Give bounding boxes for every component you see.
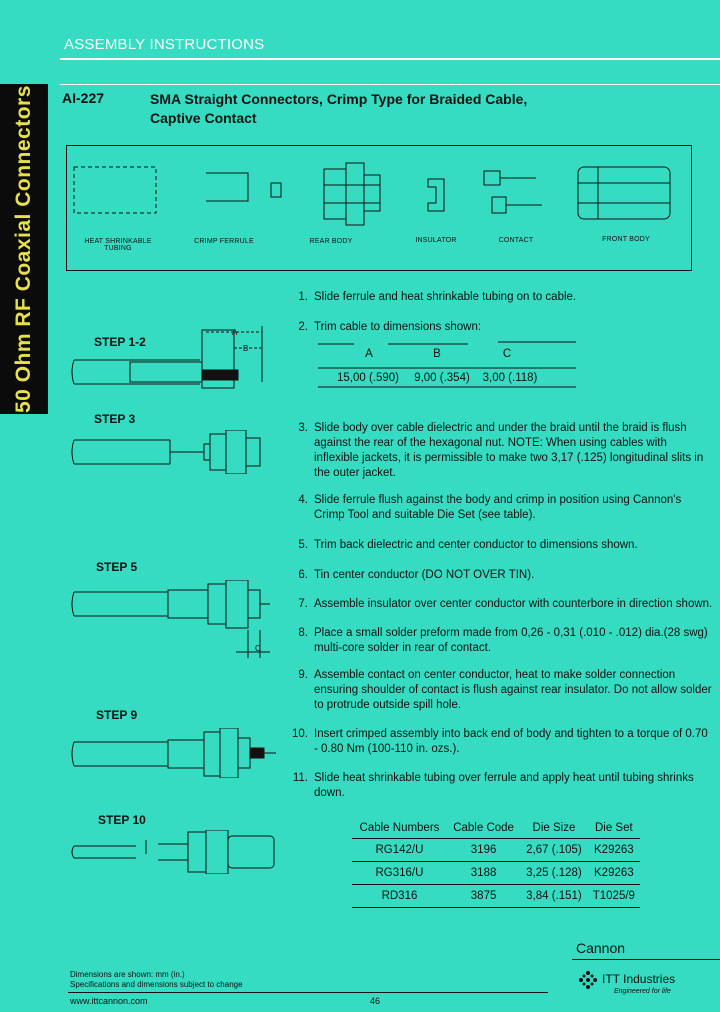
footer-note-1: Dimensions are shown: mm (in.): [70, 970, 185, 979]
dim-value-a: 15,00 (.590): [336, 372, 399, 384]
cell-die-size: 3,25 (.128): [520, 862, 587, 885]
footer-note-2: Specifications and dimensions subject to change: [70, 980, 243, 989]
dim-value-c: 3,00 (.118): [482, 372, 538, 384]
col-cable-numbers: Cable Numbers: [359, 822, 440, 834]
company-tagline: Engineered for life: [614, 988, 671, 995]
step-10-drawing: [70, 830, 280, 874]
step-1-2-drawing: [70, 322, 280, 392]
col-die-set: Die Set: [594, 822, 633, 834]
instruction-11: 11. Slide heat shrinkable tubing over ferrule and apply heat until tubing shrinks down.: [292, 772, 694, 799]
ferrule-small-shape: [271, 183, 281, 197]
table-row: [352, 862, 640, 885]
brand-name: Cannon: [576, 940, 626, 956]
instruction-7: 7. Assemble insulator over center conductor with counterbore in direction shown.: [298, 598, 713, 610]
dim-header-a: A: [365, 348, 373, 360]
col-cable-code: Cable Code: [453, 822, 514, 834]
itt-logo-icon: [576, 968, 600, 992]
crimp-ferrule-shape: [206, 173, 248, 201]
page-number: 46: [370, 996, 381, 1006]
cell-cable-code: 3188: [447, 862, 520, 885]
contact-shape: [484, 171, 542, 213]
title-rule: [60, 84, 720, 85]
part-label-contact: CONTACT: [498, 237, 534, 244]
cell-die-set: K29263: [588, 862, 640, 885]
front-body-shape: [578, 167, 670, 219]
instruction-4: 4. Slide ferrule flush against the body and crimp in position using Cannon's Crimp Tool and suitable Die Set (see table).: [298, 494, 682, 521]
cell-cable-code: 3196: [447, 839, 520, 862]
cell-cable-number: RD316: [352, 885, 447, 908]
cell-die-size: 3,84 (.151): [520, 885, 587, 908]
part-label-crimp-ferrule: CRIMP FERRULE: [194, 238, 254, 245]
step-label-3: STEP 3: [94, 412, 136, 426]
dim-letter-c: C: [255, 644, 261, 653]
document-code: AI-227: [62, 90, 105, 106]
part-label-insulator: INSULATOR: [415, 237, 457, 244]
sidebar-title: 50 Ohm RF Coaxial Connectors: [12, 85, 35, 413]
document-title: [150, 90, 670, 128]
part-label-rear-body: REAR BODY: [309, 238, 353, 245]
brand-rule: [572, 959, 720, 960]
instruction-1: 1. Slide ferrule and heat shrinkable tubing on to cable.: [298, 291, 577, 303]
cell-cable-number: RG142/U: [352, 839, 447, 862]
die-set-table: [352, 818, 640, 908]
step-label-9: STEP 9: [96, 708, 138, 722]
col-die-size: Die Size: [532, 822, 576, 834]
parts-diagram: [66, 145, 692, 271]
cell-cable-number: RG316/U: [352, 862, 447, 885]
insulator-shape: [428, 179, 444, 211]
table-row: [352, 885, 640, 908]
cell-die-set: T1025/9: [588, 885, 640, 908]
part-label-front-body: FRONT BODY: [602, 236, 650, 243]
instruction-10: 10. Insert crimped assembly into back end of body and tighten to a torque of 0.70 - 0.80 Nm (100-110 in. ozs.).: [292, 728, 708, 755]
dim-header-b: B: [433, 348, 441, 360]
instruction-9: 9. Assemble contact on center conductor, heat to make solder connection ensuring shoulder of contact is flush against rear insulator. Do not allow solder to protrude outside spill hole.: [298, 669, 712, 711]
step-9-drawing: [70, 728, 280, 778]
step-label-5: STEP 5: [96, 560, 138, 574]
dim-letter-a: A: [232, 328, 238, 337]
step-5-drawing: [70, 580, 280, 660]
company-name: ITT Industries: [602, 972, 676, 986]
rear-body-shape: [324, 163, 380, 225]
instruction-8: 8. Place a small solder preform made from 0,26 - 0,31 (.010 - .012) dia.(28 swg) multi-core solder in rear of contact.: [298, 627, 708, 654]
instruction-3: 3. Slide body over cable dielectric and under the braid until the braid is flush against the rear of the hexagonal nut. NOTE: When using cables with inflexible jackets, it is permissible to make two 3,17 (.125) longitudinal slits in the outer jacket.: [298, 422, 704, 479]
step-label-1-2: STEP 1-2: [94, 335, 146, 349]
cell-die-set: K29263: [588, 839, 640, 862]
cell-die-size: 2,67 (.105): [520, 839, 587, 862]
header-rule: [60, 58, 720, 60]
section-header: ASSEMBLY INSTRUCTIONS: [64, 36, 265, 53]
heat-shrink-tubing-shape: [74, 167, 156, 213]
table-row: [352, 839, 640, 862]
instruction-2: 2. Trim cable to dimensions shown:: [298, 321, 482, 333]
instruction-5: 5. Trim back dielectric and center conductor to dimensions shown.: [298, 539, 638, 551]
document-title-line-2: Captive Contact: [150, 110, 257, 126]
dim-header-c: C: [502, 348, 512, 360]
dim-letter-b: B: [243, 344, 249, 353]
instruction-6: 6. Tin center conductor (DO NOT OVER TIN).: [298, 569, 535, 581]
footer-rule: [68, 992, 548, 993]
part-label-heat-shrink: HEAT SHRINKABLE TUBING: [84, 238, 152, 252]
step-label-10: STEP 10: [98, 813, 146, 827]
footer-url[interactable]: www.ittcannon.com: [70, 996, 148, 1006]
die-set-table-header: [352, 818, 640, 839]
cell-cable-code: 3875: [447, 885, 520, 908]
document-title-line-1: SMA Straight Connectors, Crimp Type for Braided Cable,: [150, 91, 528, 107]
step-3-drawing: [70, 430, 280, 474]
dim-value-b: 9,00 (.354): [414, 372, 470, 384]
